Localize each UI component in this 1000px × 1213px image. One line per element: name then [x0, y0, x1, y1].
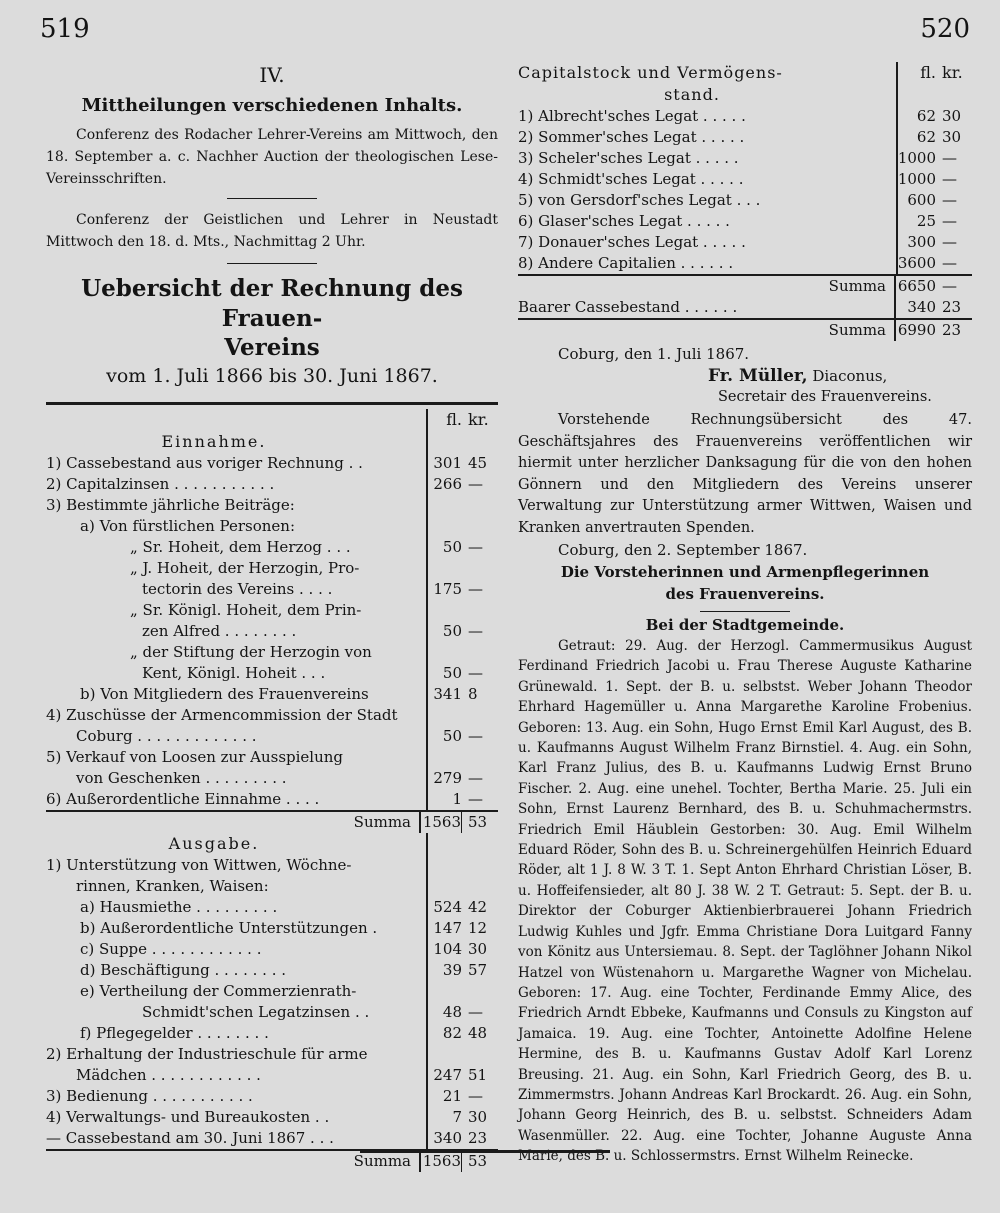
row-label: Kent, Königl. Hoheit . . . [142, 664, 326, 682]
row-label: 4) Verwaltungs- und Bureaukosten . . [46, 1108, 330, 1126]
row-fl: 147 [433, 919, 462, 937]
section-number: IV. [259, 63, 285, 87]
row-label: 1) Albrecht'sches Legat . . . . . [518, 107, 746, 125]
row-fl: 1 [452, 790, 462, 808]
col-kr: kr. [468, 410, 489, 429]
row-fl: 104 [433, 940, 462, 958]
col-fl: fl. [446, 410, 462, 429]
row-fl: 50 [442, 727, 462, 745]
row-label: b) Außerordentliche Unterstützungen . [80, 919, 378, 937]
row-kr: 30 [942, 128, 962, 146]
table-row [46, 474, 498, 495]
income-sum-row [46, 810, 498, 833]
left-column [46, 62, 498, 1172]
signer-office: Secretair des Frauenvereins. [718, 389, 932, 405]
divider [227, 263, 317, 264]
page-number-right: 520 [920, 14, 970, 44]
signer-line [518, 365, 972, 387]
notice-rodach: Conferenz des Rodacher Lehrer-Vereins am Mittwoch, den 18. September a. c. Nachher Auction der theologischen Lese-Vereinsschriften. [46, 127, 498, 187]
report-title: Uebersicht der Rechnung des Frauen- [81, 275, 463, 332]
total-row [518, 318, 972, 341]
expense-rows [46, 855, 498, 1149]
row-label: b) Von Mitgliedern des Frauenvereins [80, 685, 369, 703]
row-fl: 62 [916, 128, 936, 146]
row-label: rinnen, Kranken, Waisen: [76, 877, 269, 895]
total-label: Summa [828, 321, 886, 339]
row-fl: 48 [442, 1003, 462, 1021]
table-row [518, 211, 972, 232]
row-kr: — [468, 790, 483, 808]
table-row [46, 939, 498, 960]
row-fl: 21 [442, 1087, 462, 1105]
row-kr: 12 [468, 919, 488, 937]
expense-table [46, 833, 498, 1149]
row-fl: 25 [916, 212, 936, 230]
row-fl: 266 [433, 475, 462, 493]
row-fl: 340 [433, 1129, 462, 1147]
table-row [46, 663, 498, 684]
row-fl: 50 [442, 538, 462, 556]
row-fl: 175 [433, 580, 462, 598]
row-fl: 7 [452, 1108, 462, 1126]
table-row [46, 1128, 498, 1149]
row-kr: 30 [468, 940, 488, 958]
row-fl: 301 [433, 454, 462, 472]
row-fl: 62 [916, 107, 936, 125]
row-fl: 1000 [897, 149, 936, 167]
table-row [46, 855, 498, 876]
row-kr: — [468, 475, 483, 493]
table-row [46, 579, 498, 600]
income-header-row [46, 409, 498, 431]
table-row [46, 1002, 498, 1023]
table-row [46, 789, 498, 810]
row-label: a) Hausmiethe . . . . . . . . . [80, 898, 278, 916]
row-label: 6) Außerordentliche Einnahme . . . . [46, 790, 320, 808]
row-label: 6) Glaser'sches Legat . . . . . [518, 212, 730, 230]
row-label: tectorin des Vereins . . . . [142, 580, 333, 598]
cash-fl: 340 [894, 297, 936, 318]
row-label: 8) Andere Capitalien . . . . . . [518, 254, 734, 272]
row-fl: 524 [433, 898, 462, 916]
row-kr: — [942, 170, 957, 188]
board-signature: Die Vorsteherinnen und Armenpflegerinnen [560, 563, 930, 581]
row-label: 2) Capitalzinsen . . . . . . . . . . . [46, 475, 275, 493]
total-kr: 23 [942, 321, 962, 339]
row-kr: — [942, 149, 957, 167]
table-row [46, 558, 498, 579]
capital-heading-cont: stand. [664, 85, 720, 104]
row-kr: — [468, 664, 483, 682]
table-row [46, 747, 498, 768]
capital-heading: Capitalstock und Vermögens- [518, 63, 783, 82]
row-fl: 279 [433, 769, 462, 787]
row-label: „ Sr. Hoheit, dem Herzog . . . [130, 538, 351, 556]
row-kr: — [942, 212, 957, 230]
row-label: — Cassebestand am 30. Juni 1867 . . . [46, 1129, 334, 1147]
row-label: Coburg . . . . . . . . . . . . . [76, 727, 257, 745]
row-kr: 48 [468, 1024, 488, 1042]
row-label: 5) von Gersdorf'sches Legat . . . [518, 191, 761, 209]
table-row [46, 918, 498, 939]
row-kr: 30 [468, 1108, 488, 1126]
row-fl: 39 [442, 961, 462, 979]
row-label: c) Suppe . . . . . . . . . . . . [80, 940, 262, 958]
row-kr: 42 [468, 898, 488, 916]
row-label: 3) Scheler'sches Legat . . . . . [518, 149, 739, 167]
col-fl: fl. [920, 63, 936, 82]
divider [700, 611, 790, 612]
register-title: Bei der Stadtgemeinde. [645, 616, 845, 634]
expense-sum-fl: 1563 [419, 1151, 461, 1172]
row-kr: — [468, 1087, 483, 1105]
row-kr: — [942, 191, 957, 209]
row-kr: 45 [468, 454, 488, 472]
row-label: 3) Bedienung . . . . . . . . . . . [46, 1087, 253, 1105]
income-sum-fl: 1563 [419, 812, 461, 833]
report-period: vom 1. Juli 1866 bis 30. Juni 1867. [106, 365, 438, 387]
row-label: 2) Sommer'sches Legat . . . . . [518, 128, 745, 146]
notice-neustadt: Conferenz der Geistlichen und Lehrer in Neustadt Mittwoch den 18. d. Mts., Nachmittag 2 Uhr. [46, 212, 498, 250]
row-label: Mädchen . . . . . . . . . . . . [76, 1066, 261, 1084]
signer-name: Fr. Müller, [708, 366, 808, 386]
signer-title: Diaconus, [812, 367, 888, 385]
table-row [46, 453, 498, 474]
row-kr: — [468, 538, 483, 556]
row-fl: 3600 [897, 254, 936, 272]
table-row [518, 253, 972, 274]
table-row [46, 960, 498, 981]
income-rows [46, 453, 498, 810]
expense-heading: Ausgabe. [168, 834, 260, 853]
row-fl: 50 [442, 664, 462, 682]
row-kr: — [468, 727, 483, 745]
table-row [518, 169, 972, 190]
table-row [46, 726, 498, 747]
table-row [46, 621, 498, 642]
row-kr: — [468, 622, 483, 640]
date-1: Coburg, den 1. Juli 1867. [558, 345, 750, 363]
table-row [46, 1044, 498, 1065]
report-title-cont: Vereins [224, 334, 320, 361]
row-label: 2) Erhaltung der Industrieschule für arme [46, 1045, 368, 1063]
table-row [518, 190, 972, 211]
divider [227, 198, 317, 199]
row-kr: 23 [468, 1129, 488, 1147]
section-title: Mittheilungen verschiedenen Inhalts. [81, 95, 463, 116]
cash-label: Baarer Cassebestand . . . . . . [518, 298, 738, 316]
row-kr: — [942, 254, 957, 272]
row-fl: 300 [907, 233, 936, 251]
civil-register: Getraut: 29. Aug. der Herzogl. Cammermusikus August Ferdinand Friedrich Jacobi u. Frau Therese Auguste Katharine Grünewald. 1. Sept. der B. u. selbstst. Weber Johann Theodor Ehrhard Hagemüller u. Anna Margarethe Karoline Frobenius. Geboren: 13. Aug. ein Sohn, Hugo Ernst Emil Karl August, des B. u. Kaufmanns August Wilhelm Franz Birnstiel. 4. Aug. ein Sohn, Karl Franz Julius, des B. u. Kaufmanns Ludwig Ernst Bruno Fischer. 2. Aug. eine unehel. Tochter, Bertha Marie. 25. Juli ein Sohn, Ernst Laurenz Bernhard, des B. u. Schuhmachermstrs. Friedrich Emil Häublein Gestorben: 30. Aug. Emil Wilhelm Eduard Röder, Sohn des B. u. Schreinergehülfen Heinrich Eduard Röder, alt 1 J. 8 W. 3 T. 1. Sept Anton Ehrhard Christian Löser, B. u. Hoffeifensieder, alt 80 J. 38 W. 2 T. Getraut: 5. Sept. der B. u. Direktor der Coburger Aktienbierbrauerei Johann Friedrich Ludwig Kuhles und Jgfr. Emma Christiane Dora Luitgard Fanny von Könitz aus Untersiemau. 8. Sept. der Taglöhner Johann Nikol Hatzel von Wüstenahorn u. Margarethe Wagner von Michelau. Geboren: 17. Aug. eine Tochter, Ferdinande Emmy Alice, des Friedrich Arndt Ebbeke, Kaufmanns und Consuls zu Kingston auf Jamaica. 19. Aug. eine Tochter, Antoinette Adolfine Helene Hermine, des B. u. Kaufmanns Gustav Adolf Karl Lorenz Breusing. 21. Aug. ein Sohn, Karl Friedrich Georg, des B. u. Zimmermstrs. Johann Andreas Karl Brockardt. 26. Aug. ein Sohn, Johann Georg Heinrich, des B. u. selbstst. Schneiders Adam Wasenmüller. 22. Aug. eine Tochter, Johanne Auguste Anna Marie, des B. u. Schlossermstrs. Ernst Wilhelm Reinecke. [518, 638, 972, 1165]
row-label: 7) Donauer'sches Legat . . . . . [518, 233, 746, 251]
row-fl: 341 [433, 685, 462, 703]
cash-row [518, 297, 972, 318]
row-label: e) Vertheilung der Commerzienrath- [80, 982, 357, 1000]
table-row [46, 1023, 498, 1044]
capital-table [518, 62, 972, 274]
table-row [46, 642, 498, 663]
row-fl: 50 [442, 622, 462, 640]
table-row [46, 768, 498, 789]
date-2: Coburg, den 2. September 1867. [558, 541, 808, 559]
row-kr: — [468, 580, 483, 598]
row-label: 5) Verkauf von Loosen zur Ausspielung [46, 748, 344, 766]
income-table [46, 409, 498, 810]
col-kr: kr. [942, 63, 963, 82]
page-number-left: 519 [40, 14, 90, 44]
row-label: „ Sr. Königl. Hoheit, dem Prin- [130, 601, 362, 619]
table-row [46, 876, 498, 897]
row-label: 1) Unterstützung von Wittwen, Wöchne- [46, 856, 352, 874]
row-label: f) Pflegegelder . . . . . . . . [80, 1024, 269, 1042]
publication-note: Vorstehende Rechnungsübersicht des 47. Geschäftsjahres des Frauenvereins veröffentlichen wir hiermit unter herzlicher Danksagung für die von den hohen Gönnern und den Mitgliedern des Vereins unserer Verwaltung zur Unterstützung armer Wittwen, Waisen und Kranken anvertrauten Spenden. [518, 412, 972, 536]
row-label: 1) Cassebestand aus voriger Rechnung . . [46, 454, 363, 472]
table-row [46, 1065, 498, 1086]
table-row [46, 684, 498, 705]
row-label: Schmidt'schen Legatzinsen . . [142, 1003, 370, 1021]
row-label: „ der Stiftung der Herzogin von [130, 643, 372, 661]
total-fl: 6990 [894, 320, 936, 341]
row-label: a) Von fürstlichen Personen: [80, 517, 295, 535]
table-row [46, 1086, 498, 1107]
right-column [518, 62, 972, 1167]
row-label: zen Alfred . . . . . . . . [142, 622, 297, 640]
row-label: „ J. Hoheit, der Herzogin, Pro- [130, 559, 360, 577]
row-kr: — [468, 769, 483, 787]
income-sum-kr: 53 [461, 812, 498, 833]
table-row [46, 600, 498, 621]
income-sum-label: Summa [353, 813, 411, 831]
capital-summa-row [518, 274, 972, 297]
table-row [518, 127, 972, 148]
expense-sum-kr: 53 [461, 1151, 498, 1172]
row-label: 3) Bestimmte jährliche Beiträge: [46, 496, 295, 514]
board-signature-cont: des Frauenvereins. [665, 585, 825, 603]
table-row [518, 232, 972, 253]
table-row [518, 148, 972, 169]
row-fl: 600 [907, 191, 936, 209]
row-kr: — [942, 233, 957, 251]
table-top-rule [46, 402, 498, 405]
row-fl: 1000 [897, 170, 936, 188]
cash-kr: 23 [942, 298, 962, 316]
capital-rows [518, 106, 972, 274]
row-kr: 8 [468, 685, 478, 703]
row-kr: — [468, 1003, 483, 1021]
row-label: 4) Zuschüsse der Armencommission der Stadt [46, 706, 398, 724]
table-row [46, 897, 498, 918]
capital-summa-label: Summa [828, 277, 886, 295]
table-row [46, 1107, 498, 1128]
table-row [518, 106, 972, 127]
row-fl: 82 [442, 1024, 462, 1042]
table-row [46, 981, 498, 1002]
table-row [46, 537, 498, 558]
row-fl: 247 [433, 1066, 462, 1084]
income-heading: Einnahme. [161, 432, 267, 451]
row-label: 4) Schmidt'sches Legat . . . . . [518, 170, 744, 188]
table-row [46, 495, 498, 516]
table-row [46, 705, 498, 726]
row-label: von Geschenken . . . . . . . . . [76, 769, 287, 787]
bottom-rule [360, 1150, 610, 1153]
capital-summa-kr: — [942, 277, 957, 295]
expense-sum-label: Summa [353, 1152, 411, 1170]
row-kr: 51 [468, 1066, 488, 1084]
row-kr: 30 [942, 107, 962, 125]
row-kr: 57 [468, 961, 488, 979]
table-row [46, 516, 498, 537]
capital-summa-fl: 6650 [894, 276, 936, 297]
row-label: d) Beschäftigung . . . . . . . . [80, 961, 287, 979]
